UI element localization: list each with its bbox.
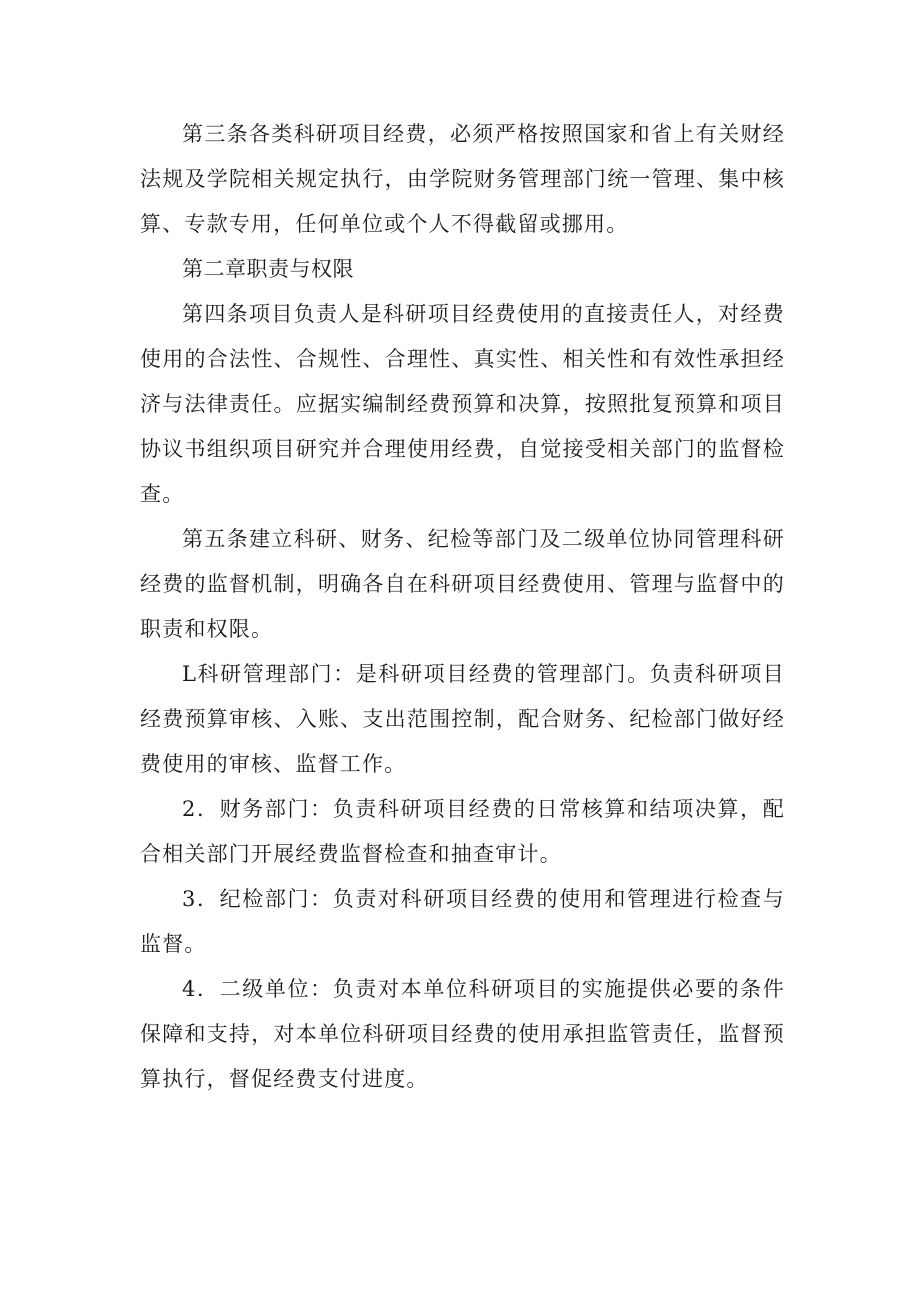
- item-1-research-management: L科研管理部门：是科研项目经费的管理部门。负责科研项目经费预算审核、入账、支出范围控制，配合财务、纪检部门做好经费使用的审核、监督工作。: [140, 662, 785, 776]
- document-body: [140, 112, 785, 1102]
- chapter-2-heading: 第二章职责与权限: [182, 257, 354, 281]
- item-3-discipline-inspection: 3．纪检部门：负责对科研项目经费的使用和管理进行检查与监督。: [140, 887, 785, 956]
- item-4-secondary-units: 4．二级单位：负责对本单位科研项目的实施提供必要的条件保障和支持，对本单位科研项目经费的使用承担监管责任，监督预算执行，督促经费支付进度。: [140, 977, 785, 1091]
- article-5-paragraph: 第五条建立科研、财务、纪检等部门及二级单位协同管理科研经费的监督机制，明确各自在科研项目经费使用、管理与监督中的职责和权限。: [140, 527, 785, 641]
- article-3-paragraph: 第三条各类科研项目经费，必须严格按照国家和省上有关财经法规及学院相关规定执行，由学院财务管理部门统一管理、集中核算、专款专用，任何单位或个人不得截留或挪用。: [140, 122, 785, 236]
- article-4-paragraph: 第四条项目负责人是科研项目经费使用的直接责任人，对经费使用的合法性、合规性、合理性、真实性、相关性和有效性承担经济与法律责任。应据实编制经费预算和决算，按照批复预算和项目协议书组织项目研究并合理使用经费，自觉接受相关部门的监督检查。: [140, 302, 785, 506]
- item-2-finance: 2．财务部门：负责科研项目经费的日常核算和结项决算，配合相关部门开展经费监督检查和抽查审计。: [140, 797, 785, 866]
